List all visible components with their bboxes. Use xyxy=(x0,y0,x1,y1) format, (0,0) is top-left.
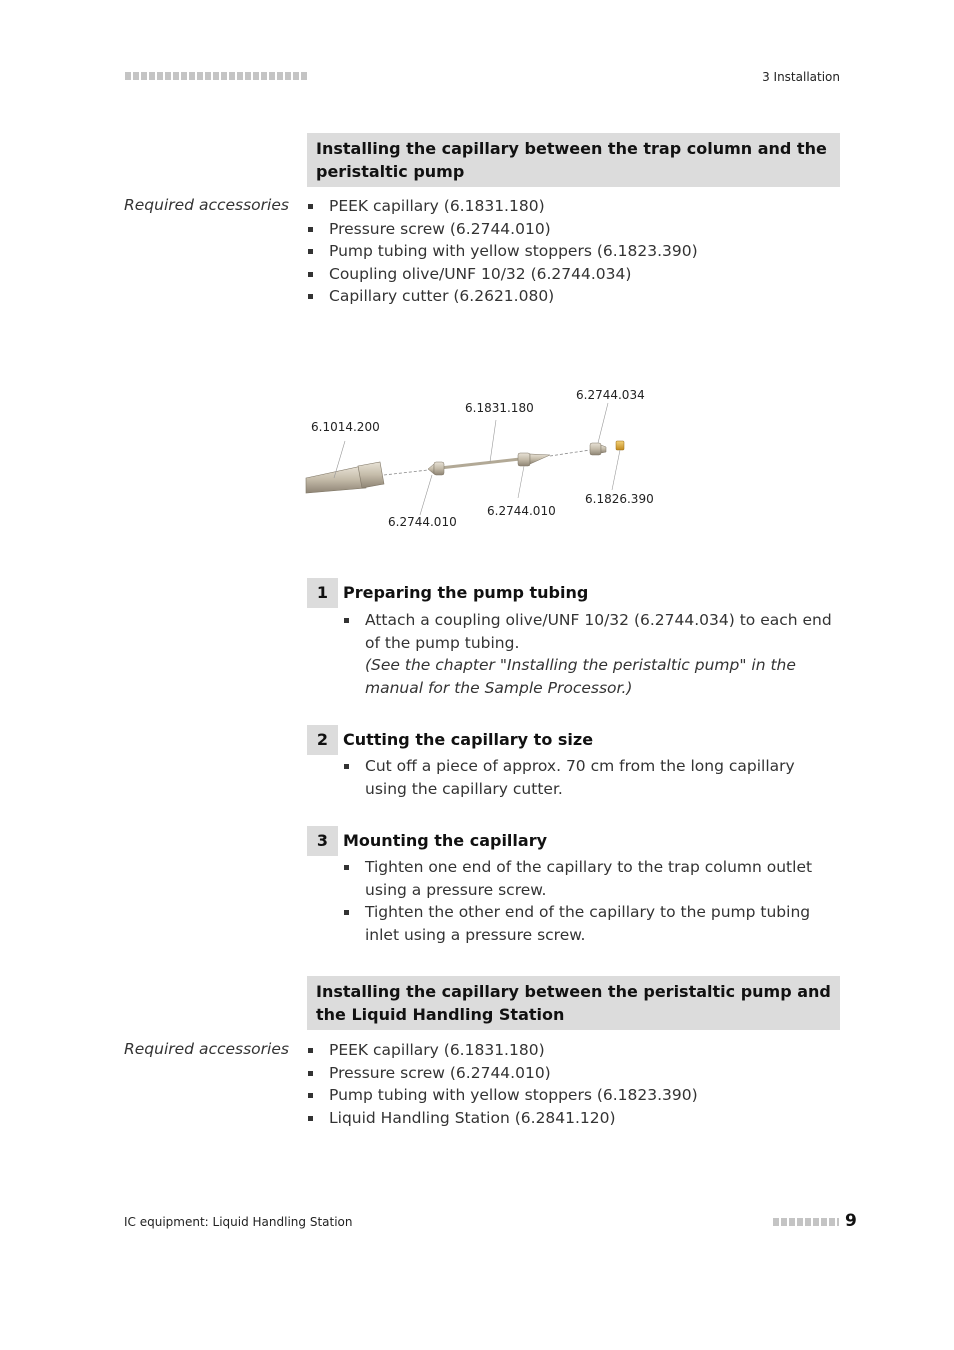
step-number: 1 xyxy=(307,578,338,608)
list-item: Capillary cutter (6.2621.080) xyxy=(307,285,698,308)
label-trap-column: 6.1014.200 xyxy=(311,420,380,434)
footer-decoration xyxy=(773,1218,839,1226)
pressure-screw-left xyxy=(428,462,444,475)
label-coupling-olive: 6.2744.034 xyxy=(576,388,645,402)
label-pressure-screw-left: 6.2744.010 xyxy=(388,515,457,529)
list-item: PEEK capillary (6.1831.180) xyxy=(307,195,698,218)
list-item: Pressure screw (6.2744.010) xyxy=(307,218,698,241)
pressure-screw-right xyxy=(518,453,550,466)
list-item: Pressure screw (6.2744.010) xyxy=(307,1062,698,1085)
label-pressure-screw-right: 6.2744.010 xyxy=(487,504,556,518)
section-heading-trap-to-pump: Installing the capillary between the trap column and the peristaltic pump xyxy=(307,133,840,187)
yellow-stopper xyxy=(616,441,624,450)
trap-column xyxy=(306,462,384,493)
required-accessories-label: Required accessories xyxy=(124,196,289,214)
list-item: Coupling olive/UNF 10/32 (6.2744.034) xyxy=(307,263,698,286)
step-title: Cutting the capillary to size xyxy=(343,730,594,749)
step-number: 2 xyxy=(307,725,338,755)
step-title: Preparing the pump tubing xyxy=(343,583,589,602)
list-item: Tighten one end of the capillary to the trap column outlet using a pressure screw. xyxy=(343,856,840,901)
label-capillary: 6.1831.180 xyxy=(465,401,534,415)
instruction-note: (See the chapter "Installing the peristaltic pump" in the manual for the Sample Processor.) xyxy=(365,656,796,697)
coupling-olive xyxy=(590,443,606,455)
required-accessories-label: Required accessories xyxy=(124,1040,289,1058)
step-instructions xyxy=(343,609,840,699)
step-number: 3 xyxy=(307,826,338,856)
list-item xyxy=(343,609,840,699)
step-instructions xyxy=(343,856,840,946)
section-heading-pump-to-lhs: Installing the capillary between the peristaltic pump and the Liquid Handling Station xyxy=(307,976,840,1030)
header-decoration xyxy=(125,72,307,80)
list-item: PEEK capillary (6.1831.180) xyxy=(307,1039,698,1062)
list-item: Pump tubing with yellow stoppers (6.1823.390) xyxy=(307,1084,698,1107)
chapter-title: 3 Installation xyxy=(762,70,840,84)
list-item: Liquid Handling Station (6.2841.120) xyxy=(307,1107,698,1130)
instruction-text: Attach a coupling olive/UNF 10/32 (6.2744.034) to each end of the pump tubing. xyxy=(365,611,832,652)
label-pump-tubing: 6.1826.390 xyxy=(585,492,654,506)
list-item: Pump tubing with yellow stoppers (6.1823.390) xyxy=(307,240,698,263)
accessories-list-1 xyxy=(307,195,698,308)
list-item: Cut off a piece of approx. 70 cm from the long capillary using the capillary cutter. xyxy=(343,755,840,800)
step-instructions xyxy=(343,755,840,800)
step-title: Mounting the capillary xyxy=(343,831,548,850)
accessories-list-2 xyxy=(307,1039,698,1129)
capillary-assembly-figure xyxy=(300,380,660,540)
footer-document-title: IC equipment: Liquid Handling Station xyxy=(124,1215,353,1229)
page-number: 9 xyxy=(845,1211,857,1231)
list-item: Tighten the other end of the capillary to the pump tubing inlet using a pressure screw. xyxy=(343,901,840,946)
